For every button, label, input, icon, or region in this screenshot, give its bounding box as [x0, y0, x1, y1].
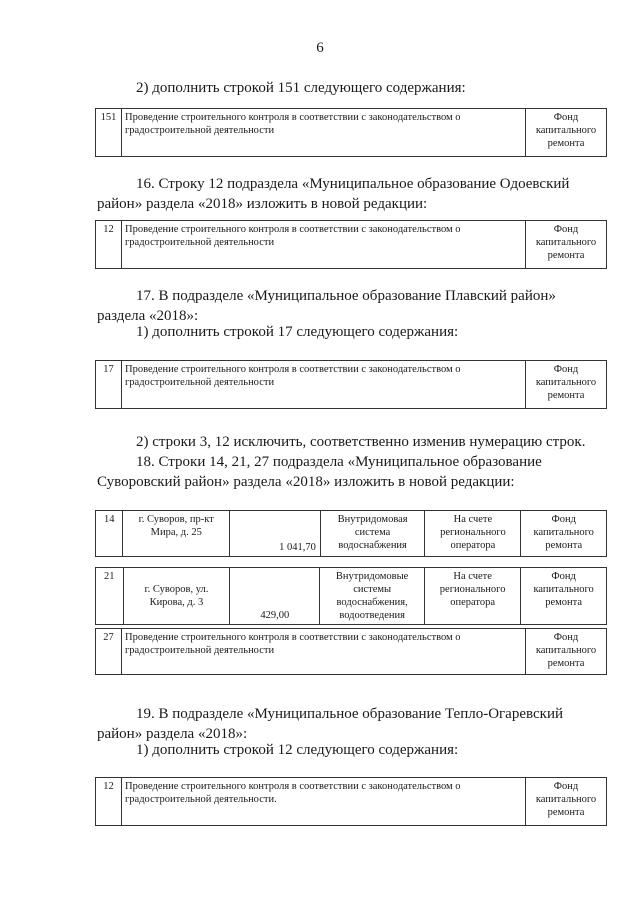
- paragraph-add-row-12: 1) дополнить строкой 12 следующего содержания:: [136, 742, 459, 758]
- paragraph-add-row-17: 1) дополнить строкой 17 следующего содержания:: [136, 324, 459, 340]
- paragraph-17: 17. В подразделе «Муниципальное образование Плавский район» раздела «2018»:: [97, 288, 556, 324]
- row-fund: Фонд капитального ремонта: [521, 568, 607, 625]
- table-row-151: [95, 108, 607, 157]
- row-address: г. Суворов, пр-кт Мира, д. 25: [123, 511, 230, 557]
- table-row-14: [95, 510, 607, 557]
- row-account: На счете регионального оператора: [425, 511, 521, 557]
- row-system: Внутридомовая система водоснабжения: [320, 511, 425, 557]
- row-number: 14: [96, 511, 123, 557]
- row-account: На счете регионального оператора: [425, 568, 521, 625]
- row-system: Внутридомовые системы водоснабжения, водоотведения: [320, 568, 425, 625]
- row-description: Проведение строительного контроля в соответствии с законодательством о градостроительной деятельности.: [122, 778, 526, 826]
- table-row-27: [95, 628, 607, 675]
- row-fund: Фонд капитального ремонта: [526, 778, 607, 826]
- row-fund: Фонд капитального ремонта: [526, 109, 607, 157]
- row-number: 17: [96, 361, 122, 409]
- row-fund: Фонд капитального ремонта: [526, 221, 607, 269]
- row-description: Проведение строительного контроля в соответствии с законодательством о градостроительной деятельности: [122, 361, 526, 409]
- table-row-12-teplo: [95, 777, 607, 826]
- table-row-12-odoev: [95, 220, 607, 269]
- paragraph-18: 18. Строки 14, 21, 27 подраздела «Муниципальное образование Суворовский район» раздела «2018» изложить в новой редакции:: [97, 454, 542, 490]
- row-number: 12: [96, 221, 122, 269]
- paragraph-add-row-151: 2) дополнить строкой 151 следующего содержания:: [136, 80, 466, 96]
- row-number: 151: [96, 109, 122, 157]
- row-amount: 429,00: [230, 568, 320, 625]
- row-fund: Фонд капитального ремонта: [526, 629, 607, 675]
- row-fund: Фонд капитального ремонта: [526, 361, 607, 409]
- row-number: 27: [96, 629, 122, 675]
- paragraph-remove-rows: 2) строки 3, 12 исключить, соответственно изменив нумерацию строк.: [136, 434, 586, 450]
- row-description: Проведение строительного контроля в соответствии с законодательством о градостроительной деятельности: [122, 109, 526, 157]
- row-number: 21: [96, 568, 124, 625]
- row-description: Проведение строительного контроля в соответствии с законодательством о градостроительной деятельности: [122, 629, 526, 675]
- row-address: г. Суворов, ул. Кирова, д. 3: [123, 568, 230, 625]
- table-row-17: [95, 360, 607, 409]
- page-number: 6: [316, 40, 324, 56]
- paragraph-19: 19. В подразделе «Муниципальное образование Тепло-Огаревский район» раздела «2018»:: [97, 706, 563, 742]
- row-number: 12: [96, 778, 122, 826]
- table-row-21: [95, 567, 607, 625]
- row-fund: Фонд капитального ремонта: [521, 511, 607, 557]
- row-description: Проведение строительного контроля в соответствии с законодательством о градостроительной деятельности: [122, 221, 526, 269]
- paragraph-16: 16. Строку 12 подраздела «Муниципальное образование Одоевский район» раздела «2018» изложить в новой редакции:: [97, 176, 570, 212]
- row-amount: 1 041,70: [230, 511, 321, 557]
